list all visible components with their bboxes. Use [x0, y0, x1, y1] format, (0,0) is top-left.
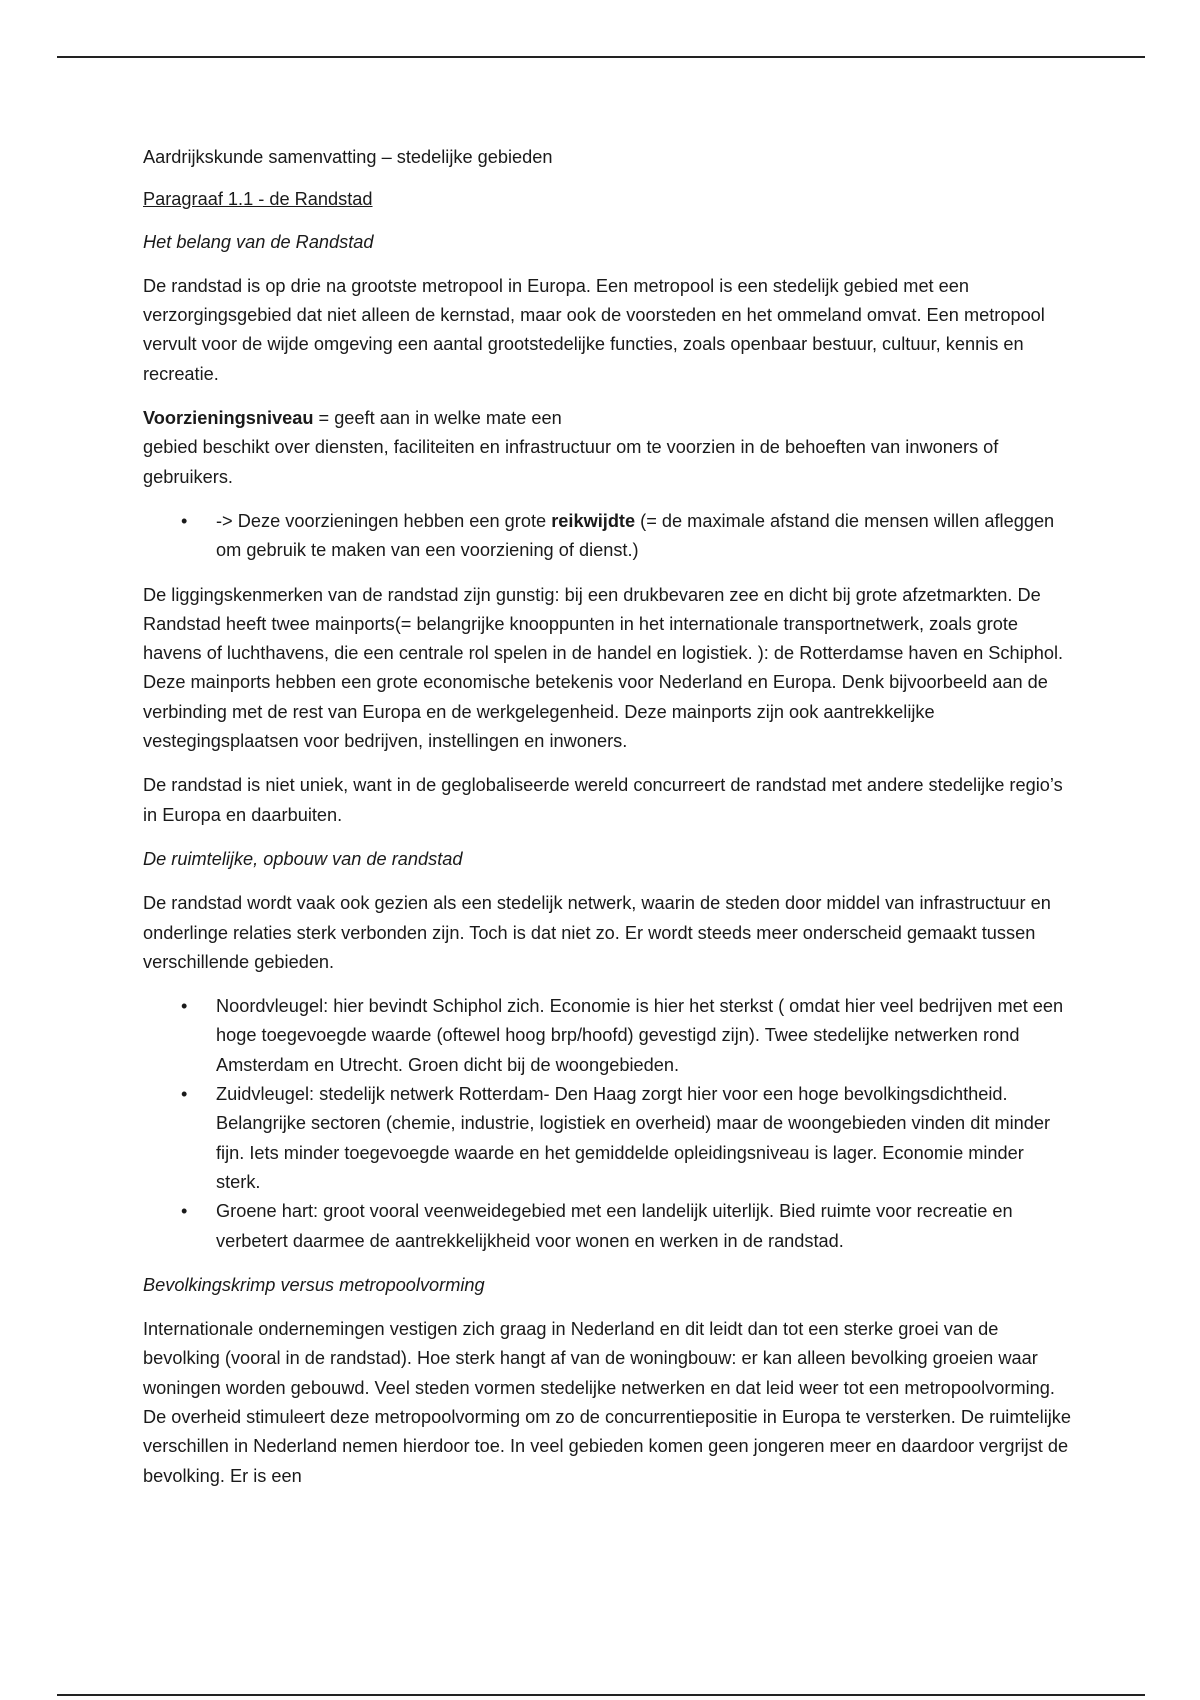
- subheading-opbouw: De ruimtelijke, opbouw van de randstad: [143, 848, 463, 869]
- paragraph-metropoolvorming: Internationale ondernemingen vestigen zich graag in Nederland en dit leidt dan tot een sterke groei van de bevolking (vooral in de randstad). Hoe sterk hangt af van de woningbouw: er kan alleen bevolking groeien waar woningen worden gebouwd. Veel steden vormen stedelijke netwerken en dat leid weer tot een metropoolvorming. De overheid stimuleert deze metropoolvorming om zo de concurrentiepositie in Europa te versterken. De ruimtelijke verschillen in Nederland nemen hierdoor toe. In veel gebieden komen geen jongeren meer en daardoor vergrijst de bevolking. Er is een: [143, 1319, 1071, 1486]
- paragraph-stedelijk-netwerk: De randstad wordt vaak ook gezien als een stedelijk netwerk, waarin de steden door middel van infrastructuur en onderlinge relaties sterk verbonden zijn. Toch is dat niet zo. Er wordt steeds meer onderscheid gemaakt tussen verschillende gebieden.: [143, 893, 1051, 972]
- bullet-text-pre: -> Deze voorzieningen hebben een grote: [216, 510, 552, 531]
- definition-voorzieningsniveau: [143, 404, 1073, 492]
- page-top-rule: [57, 56, 1145, 58]
- list-item-groene-hart: • Groene hart: groot vooral veenweidegebied met een landelijk uiterlijk. Bied ruimte voor recreatie en verbetert daarmee de aantrekkelijkheid voor wonen en werken in de randstad.: [143, 1197, 1073, 1256]
- definition-line-2: gebied beschikt over diensten, faciliteiten en infrastructuur om te voorzien in de behoeften van inwoners of gebruikers.: [143, 437, 999, 487]
- definition-line-1: = geeft aan in welke mate een: [313, 408, 562, 429]
- bullet-term-reikwijdte: reikwijdte: [551, 510, 636, 531]
- subheading-bevolkingskrimp: Bevolkingskrimp versus metropoolvorming: [143, 1274, 485, 1295]
- document-title: Aardrijkskunde samenvatting – stedelijke gebieden: [143, 147, 553, 167]
- paragraph-mainports: De liggingskenmerken van de randstad zijn gunstig: bij een drukbevaren zee en dicht bij grote afzetmarkten. De Randstad heeft twee mainports(= belangrijke knooppunten in het internationale transportnetwerk, zoals grote havens of luchthavens, die een centrale rol spelen in de handel en logistiek. ): de Rotterdamse haven en Schiphol. Deze mainports hebben een grote economische betekenis voor Nederland en Europa. Denk bijvoorbeeld aan de verbinding met de rest van Europa en de werkgelegenheid. Deze mainports zijn ook aantrekkelijke vestegingsplaatsen voor bedrijven, instellingen en inwoners.: [143, 584, 1064, 752]
- subheading-belang: Het belang van de Randstad: [143, 231, 374, 252]
- section-heading: Paragraaf 1.1 - de Randstad: [143, 189, 373, 210]
- definition-term: Voorzieningsniveau: [143, 408, 314, 429]
- regions-list: [143, 992, 1073, 1256]
- paragraph-concurrentie: De randstad is niet uniek, want in de geglobaliseerde wereld concurreert de randstad met andere stedelijke regio’s in Europa en daarbuiten.: [143, 775, 1063, 825]
- page-bottom-rule: [57, 1694, 1145, 1696]
- list-item: [143, 507, 1073, 566]
- list-item-noordvleugel: • Noordvleugel: hier bevindt Schiphol zich. Economie is hier het sterkst ( omdat hier veel bedrijven met een hoge toegevoegde waarde (oftewel hoog brp/hoofd) gevestigd zijn). Twee stedelijke netwerken rond Amsterdam en Utrecht. Groen dicht bij de woongebieden.: [143, 992, 1073, 1080]
- list-item-zuidvleugel: • Zuidvleugel: stedelijk netwerk Rotterdam- Den Haag zorgt hier voor een hoge bevolkingsdichtheid. Belangrijke sectoren (chemie, industrie, logistiek en overheid) maar de woongebieden vinden dit minder fijn. Iets minder toegevoegde waarde en het gemiddelde opleidingsniveau is lager. Economie minder sterk.: [143, 1080, 1073, 1197]
- reikwijdte-list: [143, 507, 1073, 566]
- bullet-text-post: (= de maximale afstand die mensen willen afleggen om gebruik te maken van een voorziening of dienst.): [216, 510, 1055, 561]
- paragraph-metropool: De randstad is op drie na grootste metropool in Europa. Een metropool is een stedelijk gebied met een verzorgingsgebied dat niet alleen de kernstad, maar ook de voorsteden en het ommeland omvat. Een metropool vervult voor de wijde omgeving een aantal grootstedelijke functies, zoals openbaar bestuur, cultuur, kennis en recreatie.: [143, 275, 1045, 384]
- document-body: [143, 143, 1073, 1506]
